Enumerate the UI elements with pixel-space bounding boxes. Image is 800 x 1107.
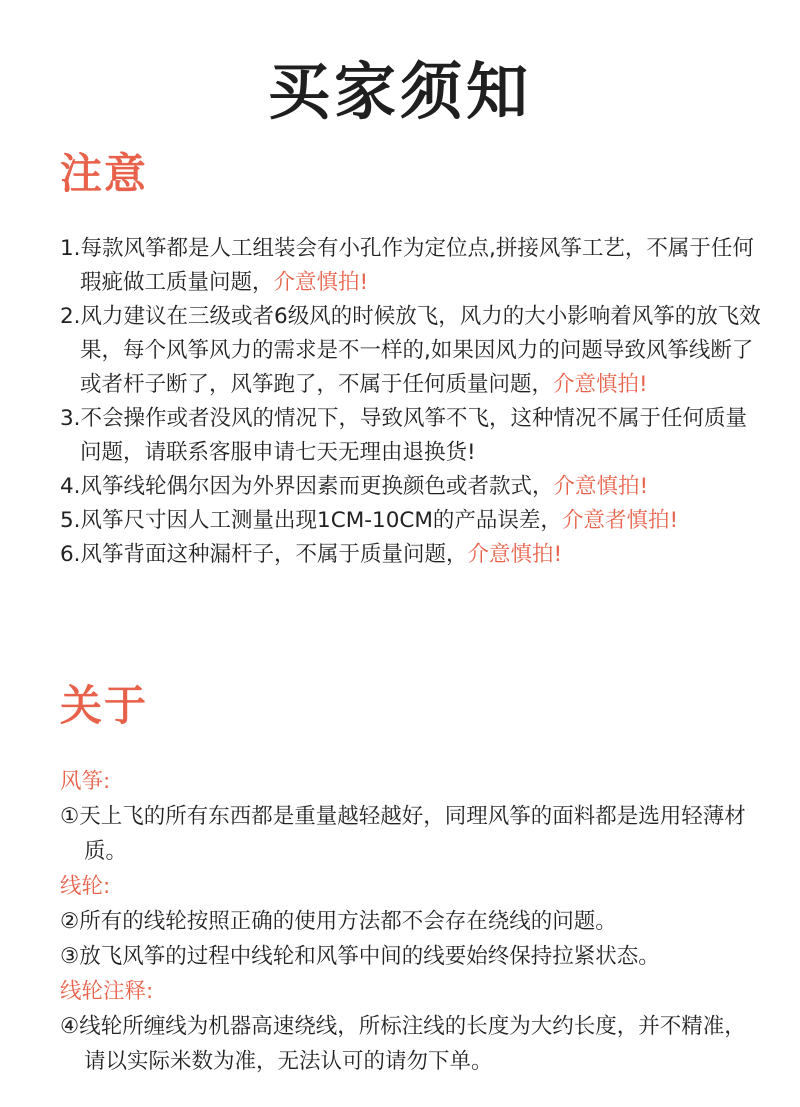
warning-text: 介意者慎拍!	[561, 508, 679, 533]
reel-note-item: ④线轮所缠线为机器高速绕线，所标注线的长度为大约长度，并不精准，请以实际米数为准，无法认可的请勿下单。	[60, 1014, 746, 1074]
about-heading: 关于	[60, 681, 149, 730]
warning-text: 介意慎拍!	[553, 372, 648, 397]
list-item	[60, 504, 766, 538]
notice-text: 6.风筝背面这种漏杆子，不属于质量问题，	[60, 542, 468, 567]
list-item	[60, 232, 766, 300]
reel-item: ③放飞风筝的过程中线轮和风筝中间的线要始终保持拉紧状态。	[60, 944, 660, 969]
page-title: 买家须知	[267, 55, 532, 128]
list-item	[60, 402, 766, 470]
notice-heading: 注意	[60, 149, 149, 198]
notice-list	[60, 232, 766, 572]
reel-label: 线轮:	[60, 874, 111, 899]
notice-text: 1.每款风筝都是人工组装会有小孔作为定位点,拼接风筝工艺，不属于任何瑕疵做工质量问题，	[60, 236, 754, 295]
notice-text: 4.风筝线轮偶尔因为外界因素而更换颜色或者款式，	[60, 474, 554, 499]
warning-text: 介意慎拍!	[553, 474, 649, 499]
about-section	[60, 764, 766, 1079]
list-item	[60, 538, 766, 572]
warning-text: 介意慎拍!	[273, 270, 369, 295]
notice-text: 2.风力建议在三级或者6级风的时候放飞，风力的大小影响着风筝的放飞效果，每个风筝风力的需求是不一样的,如果因风力的问题导致风筝线断了或者杆子断了，风筝跑了，不属于任何质量问题，	[60, 304, 761, 397]
warning-text: 介意慎拍!	[467, 542, 563, 567]
kite-item: ①天上飞的所有东西都是重量越轻越好，同理风筝的面料都是选用轻薄材质。	[60, 804, 746, 864]
reel-note-label: 线轮注释:	[60, 979, 154, 1004]
notice-text: 3.不会操作或者没风的情况下，导致风筝不飞，这种情况不属于任何质量问题，请联系客服申请七天无理由退换货!	[60, 406, 748, 465]
notice-text: 5.风筝尺寸因人工测量出现1CM-10CM的产品误差，	[60, 508, 562, 533]
reel-item: ②所有的线轮按照正确的使用方法都不会存在绕线的问题。	[60, 909, 617, 934]
list-item	[60, 300, 766, 402]
kite-label: 风筝:	[60, 769, 111, 794]
list-item	[60, 470, 766, 504]
